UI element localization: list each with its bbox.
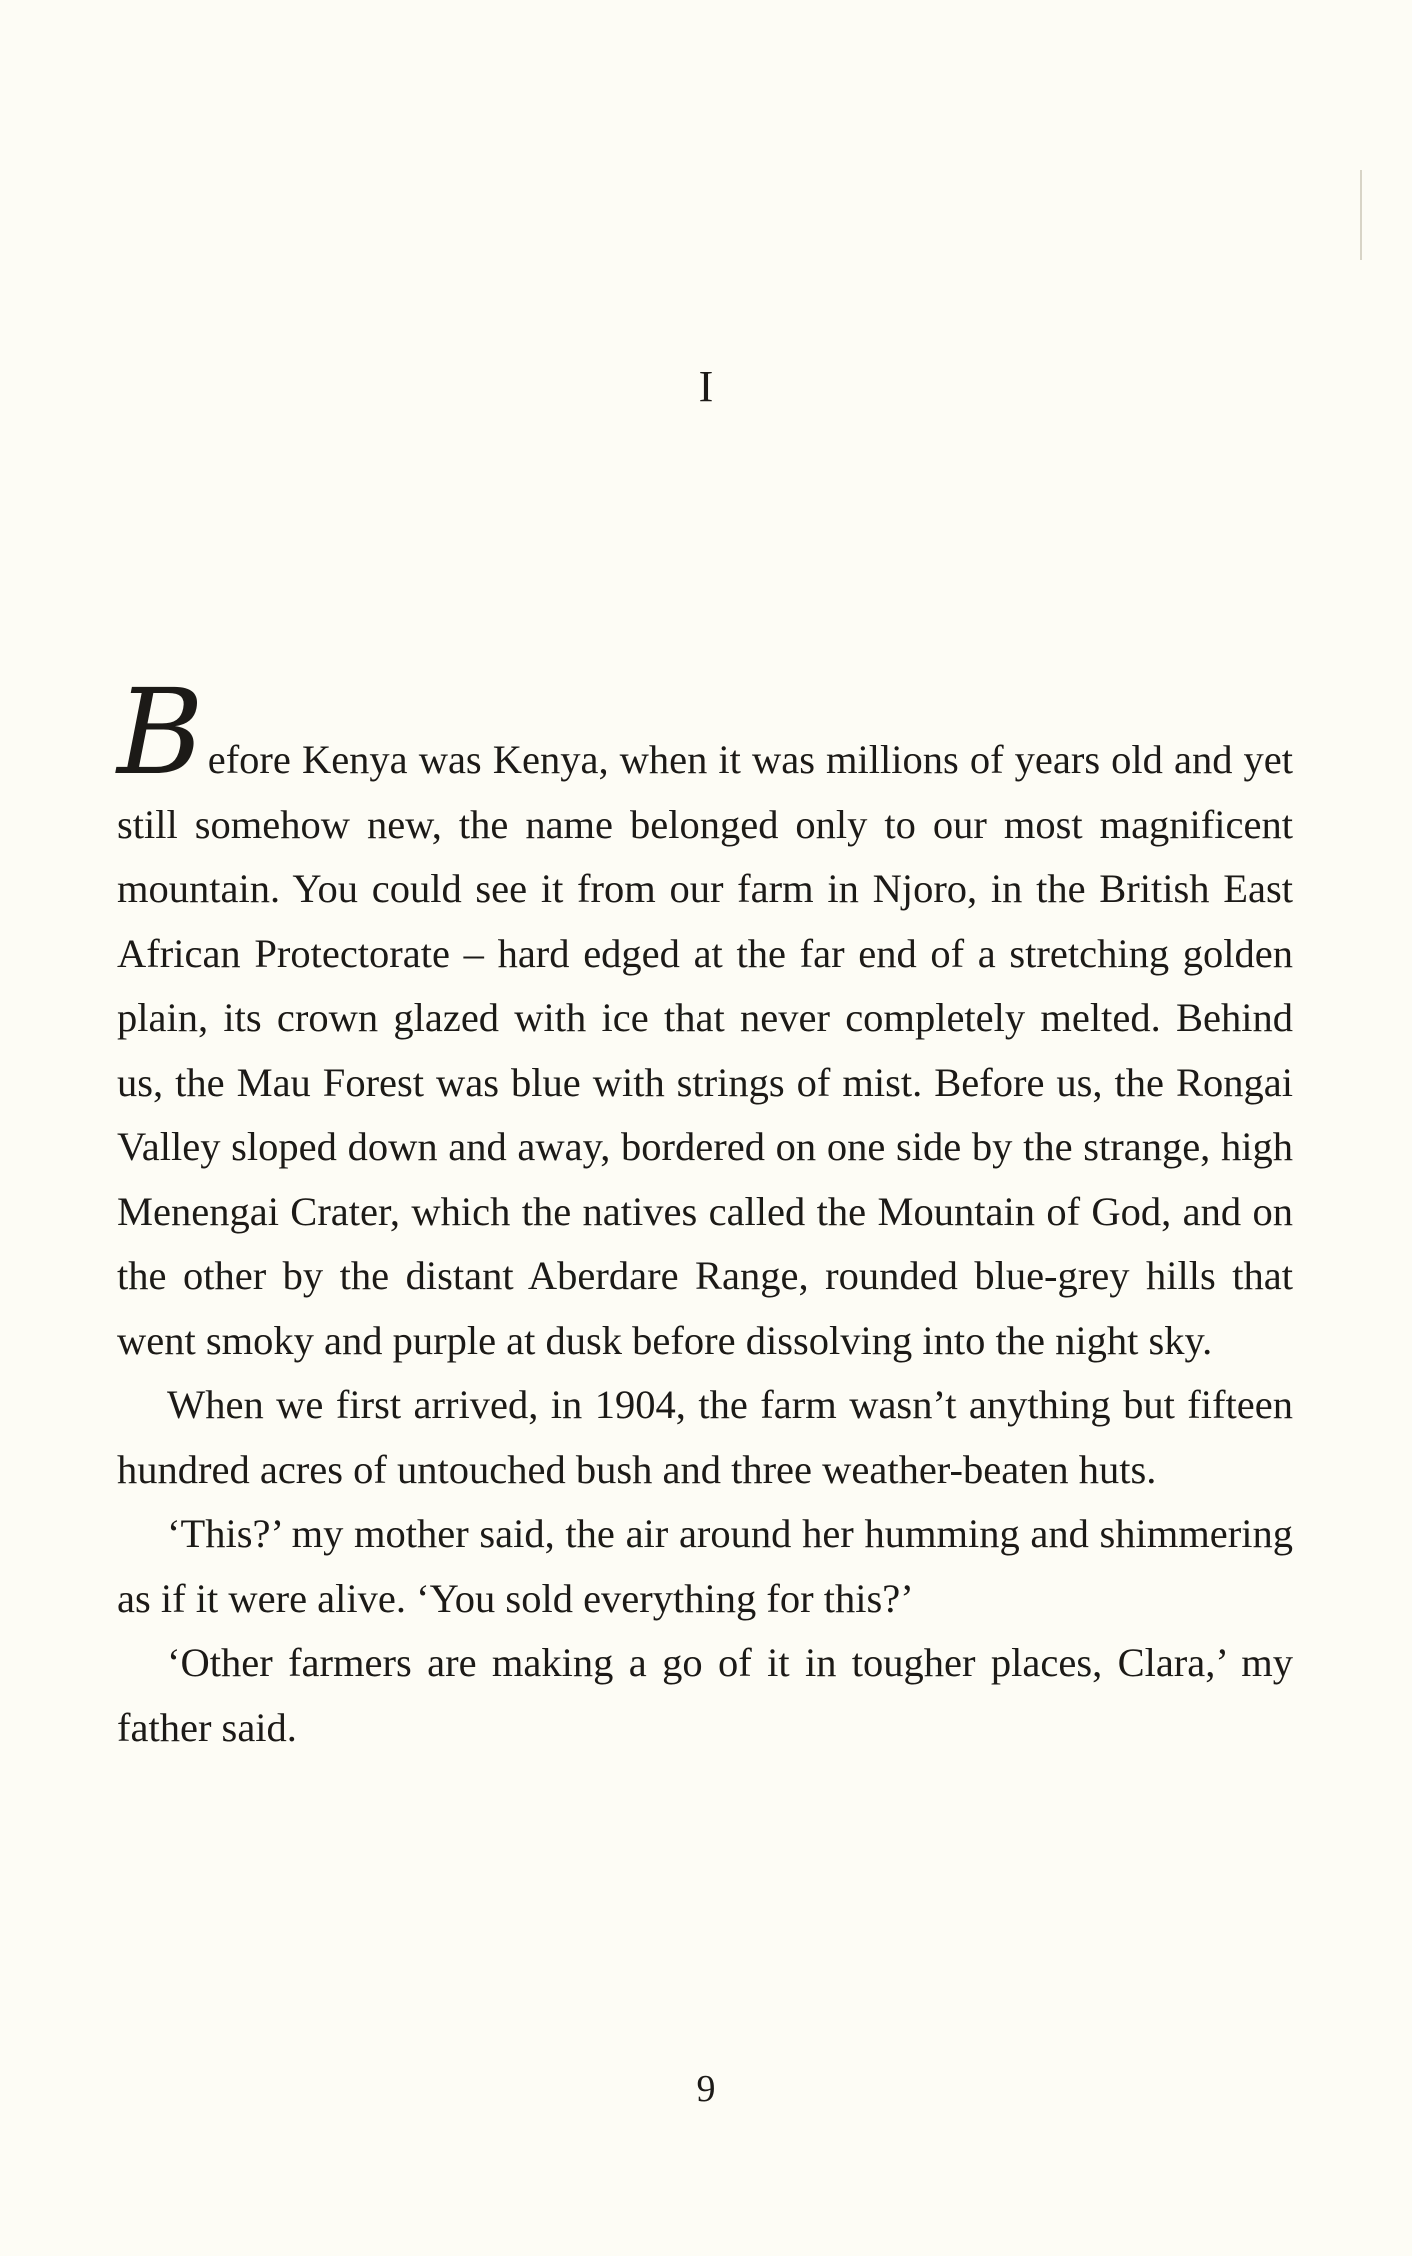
paragraph-text: efore Kenya was Kenya, when it was millions of years old and yet still somehow new, the name belonged only to our most magnificent mountain. You could see it from our farm in Njoro, in the British East African Protectorate – hard edged at the far end of a stretching golden plain, its crown glazed with ice that never completely melted. Behind us, the Mau Forest was blue with strings of mist. Before us, the Rongai Valley sloped down and away, bordered on one side by the strange, high Menengai Crater, which the natives called the Mountain of God, and on the other by the distant Aberdare Range, rounded blue-grey hills that went smoky and purple at dusk before dissolving into the night sky. — [117, 737, 1293, 1363]
chapter-number: I — [698, 362, 714, 411]
chapter-text — [117, 663, 1293, 1760]
page-number: 9 — [696, 2068, 716, 2110]
paragraph: ‘This?’ my mother said, the air around her humming and shimmering as if it were alive. ‘You sold everything for this?’ — [117, 1511, 1293, 1621]
scan-artifact — [1360, 170, 1362, 260]
paragraph: ‘Other farmers are making a go of it in tougher places, Clara,’ my father said. — [117, 1640, 1293, 1750]
paragraph: When we first arrived, in 1904, the farm wasn’t anything but fifteen hundred acres of untouched bush and three weather-beaten huts. — [117, 1382, 1293, 1492]
drop-cap-initial: B — [117, 663, 204, 801]
opening-paragraph — [117, 663, 1293, 1373]
